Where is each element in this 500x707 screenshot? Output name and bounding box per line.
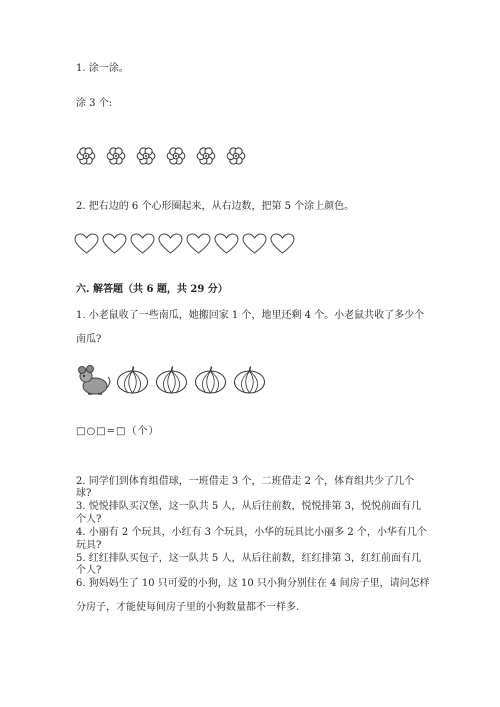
q1-instruction: 涂 3 个: <box>76 98 113 109</box>
q2-title: 2. 把右边的 6 个心形圈起来，从右边数，把第 5 个涂上颜色。 <box>76 201 355 212</box>
q1-title: 1. 涂一涂。 <box>76 63 129 74</box>
problem-4-line-2: 玩具? <box>76 540 102 551</box>
heart-icon <box>130 233 155 255</box>
pumpkin-row <box>116 365 266 395</box>
flower-row <box>76 146 246 166</box>
problem-1-line-2: 南瓜? <box>76 334 102 345</box>
flower-icon <box>196 146 216 166</box>
heart-icon <box>186 233 211 255</box>
problem-5-line-2: 个人? <box>76 565 102 576</box>
problem-2-line-1: 2. 同学们到体育组借球，一班借走 3 个，二班借走 2 个，体育组共少了几个 <box>76 476 415 487</box>
pumpkin-icon <box>116 365 149 395</box>
pumpkin-icon <box>233 365 266 395</box>
heart-icon <box>242 233 267 255</box>
flower-icon <box>76 146 96 166</box>
heart-row <box>74 233 295 255</box>
heart-icon <box>158 233 183 255</box>
flower-icon <box>136 146 156 166</box>
answer-template: □○□=□（个） <box>76 426 160 437</box>
problem-6-line-2: 分房子，才能使每间房子里的小狗数量都不一样多. <box>76 602 300 613</box>
heart-icon <box>74 233 99 255</box>
flower-icon <box>106 146 126 166</box>
problem-6-line-1: 6. 狗妈妈生了 10 只可爱的小狗，这 10 只小狗分别住在 4 间房子里，请问怎样 <box>76 578 430 589</box>
heart-icon <box>214 233 239 255</box>
problem-2-line-2: 球? <box>76 488 92 499</box>
mouse-pumpkin-picture <box>74 363 266 397</box>
mouse-icon <box>74 363 112 397</box>
heart-icon <box>102 233 127 255</box>
problem-3-line-2: 个人? <box>76 514 102 525</box>
pumpkin-icon <box>155 365 188 395</box>
flower-icon <box>166 146 186 166</box>
problem-1-line-1: 1. 小老鼠收了一些南瓜，她搬回家 1 个，地里还剩 4 个。小老鼠共收了多少个 <box>76 310 425 321</box>
heart-icon <box>270 233 295 255</box>
problem-3-line-1: 3. 悦悦排队买汉堡，这一队共 5 人，从后往前数，悦悦排第 3，悦悦前面有几 <box>76 501 421 512</box>
flower-icon <box>226 146 246 166</box>
problem-5-line-1: 5. 红红排队买包子，这一队共 5 人，从后往前数，红红排第 3，红红前面有几 <box>76 553 421 564</box>
problem-4-line-1: 4. 小丽有 2 个玩具，小红有 3 个玩具，小华的玩具比小丽多 2 个，小华有几个 <box>76 527 427 538</box>
section-heading: 六. 解答题（共 6 题，共 29 分） <box>76 284 228 295</box>
pumpkin-icon <box>194 365 227 395</box>
